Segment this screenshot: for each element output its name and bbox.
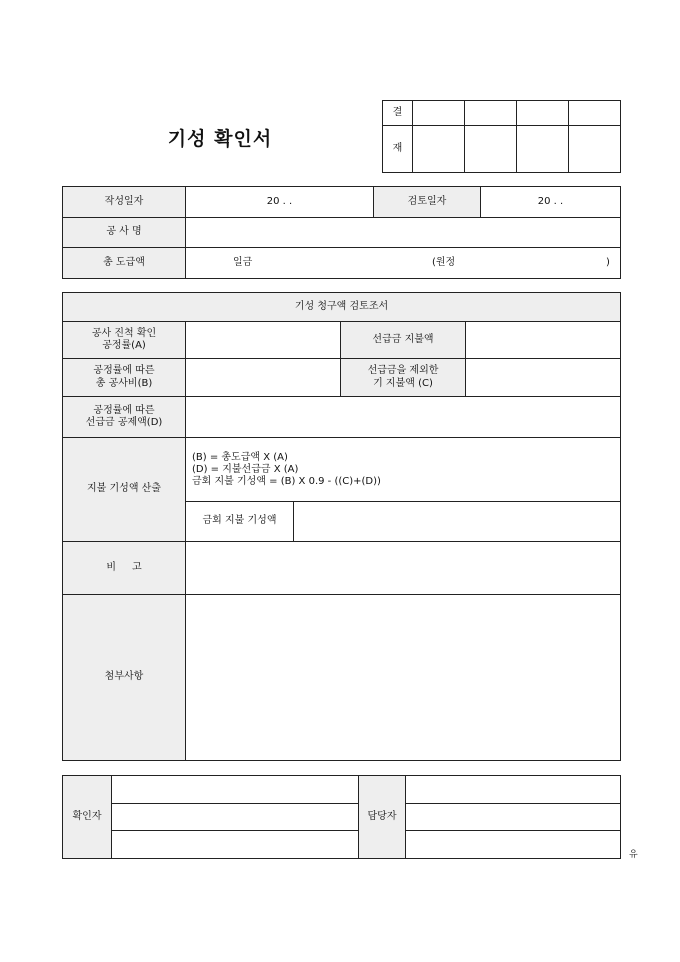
paid-excl-advance-value[interactable]: [466, 359, 621, 397]
remarks-value[interactable]: [186, 542, 621, 595]
approval-slot[interactable]: [569, 101, 621, 126]
approval-label-gyeol: 결: [383, 101, 413, 126]
advance-deduction-value[interactable]: [186, 397, 621, 438]
advance-deduction-label: [63, 397, 186, 438]
approval-slot[interactable]: [413, 101, 465, 126]
payment-calc-label: 지불 기성액 산출: [63, 438, 186, 542]
approval-slot[interactable]: [465, 101, 517, 126]
manager-line[interactable]: [406, 776, 621, 804]
approval-table: [382, 100, 621, 173]
formula-line-d: (D) = 지불선급금 X (A): [192, 463, 299, 475]
review-date-value[interactable]: 20 . .: [481, 187, 621, 218]
paid-excl-advance-line2: 기 지불액 (C): [373, 377, 433, 389]
advance-deduction-line2: 선급금 공제액(D): [85, 417, 163, 428]
advance-paid-label: 선급금 지불액: [341, 322, 466, 359]
amount-suffix: (원정: [432, 257, 456, 268]
total-cost-label-line1: 공정률에 따른: [93, 365, 155, 376]
contract-amount-value[interactable]: [186, 248, 621, 279]
amount-prefix: 일금: [233, 257, 253, 268]
progress-rate-value[interactable]: [186, 322, 341, 359]
approval-sign-box[interactable]: [465, 126, 517, 173]
attachments-label: 첨부사항: [63, 595, 186, 761]
footer-mark: 유: [629, 850, 638, 860]
page-title: 기성 확인서: [167, 128, 273, 150]
info-table: [62, 186, 621, 279]
date-label: 작성일자: [63, 187, 186, 218]
approval-sign-box[interactable]: [413, 126, 465, 173]
review-header: 기성 청구액 검토조서: [63, 293, 621, 322]
advance-paid-value[interactable]: [466, 322, 621, 359]
approval-slot[interactable]: [517, 101, 569, 126]
confirmer-label: 확인자: [63, 776, 112, 859]
formula-line-b: (B) = 총도급액 X (A): [192, 451, 288, 463]
approval-sign-box[interactable]: [569, 126, 621, 173]
payment-formula: [186, 438, 621, 502]
manager-line[interactable]: [406, 804, 621, 831]
confirmer-line[interactable]: [112, 776, 359, 804]
progress-rate-label-line2: 공정률(A): [102, 340, 146, 351]
manager-label: 담당자: [359, 776, 406, 859]
progress-rate-label-line1: 공사 진척 확인: [91, 327, 157, 339]
total-cost-label: [63, 359, 186, 397]
current-payment-value[interactable]: [294, 502, 621, 542]
manager-line[interactable]: [406, 831, 621, 859]
contract-amount-label: 총 도급액: [63, 248, 186, 279]
current-payment-label: 금회 지불 기성액: [186, 502, 294, 542]
total-cost-label-line2: 총 공사비(B): [95, 377, 153, 389]
progress-rate-label: [63, 322, 186, 359]
paid-excl-advance-line1: 선급금을 제외한: [367, 365, 439, 376]
project-name-value[interactable]: [186, 218, 621, 248]
project-name-label: 공 사 명: [63, 218, 186, 248]
attachments-value[interactable]: [186, 595, 621, 761]
approval-label-jae: 재: [383, 126, 413, 173]
approval-sign-box[interactable]: [517, 126, 569, 173]
signoff-table: [62, 775, 621, 859]
remarks-label: 비 고: [63, 542, 186, 595]
advance-deduction-line1: 공정률에 따른: [93, 404, 155, 416]
formula-line-current: 금회 지불 기성액 = (B) X 0.9 - ((C)+(D)): [192, 475, 381, 487]
review-table: [62, 292, 621, 761]
confirmer-line[interactable]: [112, 831, 359, 859]
date-value[interactable]: 20 . .: [186, 187, 374, 218]
paid-excl-advance-label: [341, 359, 466, 397]
total-cost-value[interactable]: [186, 359, 341, 397]
review-date-label: 검토일자: [374, 187, 481, 218]
confirmer-line[interactable]: [112, 804, 359, 831]
amount-close: ): [606, 257, 610, 268]
